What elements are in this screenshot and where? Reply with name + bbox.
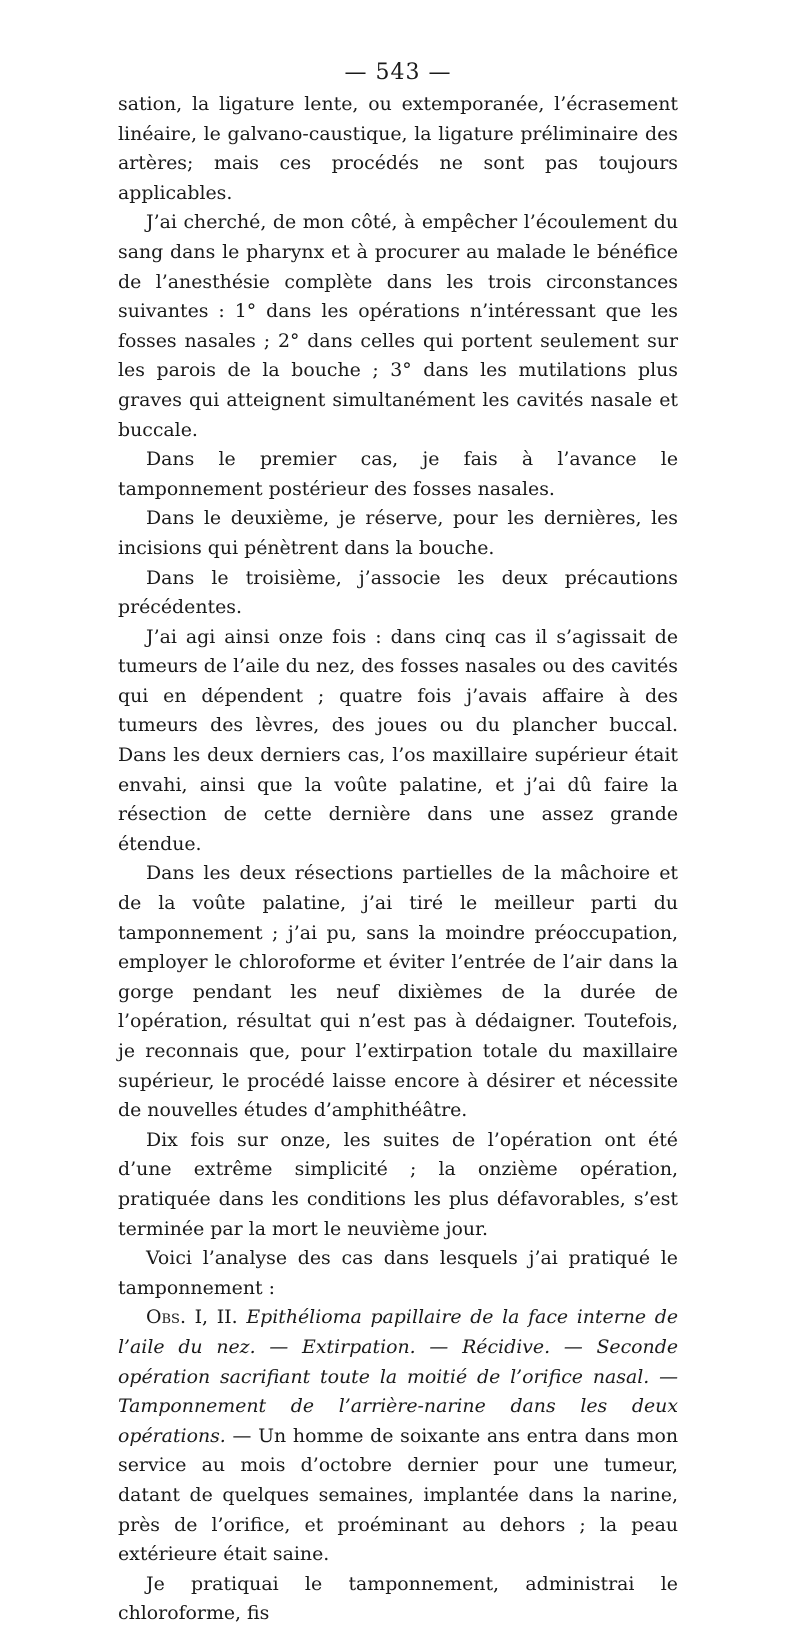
paragraph: Dix fois sur onze, les suites de l’opération ont été d’une extrême simplicité ; la onzième opération, pratiquée dans les conditions les plus défavorables, s’est terminée par la mort le neuvième jour. [118, 1128, 678, 1240]
paragraph: Dans le premier cas, je fais à l’avance le tamponnement postérieur des fosses nasales. [118, 448, 678, 500]
paragraph: J’ai agi ainsi onze fois : dans cinq cas il s’agissait de tumeurs de l’aile du nez, des fosses nasales ou des cavités qui en dépendent ; quatre fois j’avais affaire à des tumeurs des lèvres, des joues ou du plancher buccal. Dans les deux derniers cas, l’os maxillaire supérieur était envahi, ainsi que la voûte palatine, et j’ai dû faire la résection de cette dernière dans une assez grande étendue. [118, 625, 678, 855]
page-number: — 543 — [344, 60, 452, 85]
observation-title: Epithélioma papillaire de la face interne de l’aile du nez. — Extirpation. — Récidive. — Seconde opération sacrifiant toute la moitié de l’orifice nasal. — Tamponnement de l’arrière-narine dans les deux opérations. [118, 1306, 679, 1447]
observation-label: Obs. I, II. [146, 1306, 238, 1329]
paragraph-continuation: sation, la ligature lente, ou extemporanée, l’écrasement linéaire, le galvano-caustique, la ligature préliminaire des artères; mais ces procédés ne sont pas toujours applicables. [118, 93, 678, 204]
paragraph: Dans le deuxième, je réserve, pour les dernières, les incisions qui pénètrent dans la bouche. [118, 507, 678, 559]
paragraph: Voici l’analyse des cas dans lesquels j’ai pratiqué le tamponnement : [118, 1247, 678, 1299]
paragraph: J’ai cherché, de mon côté, à empêcher l’écoulement du sang dans le pharynx et à procurer au malade le bénéfice de l’anesthésie complète dans les trois circonstances suivantes : 1° dans les opérations n’intéressant que les fosses nasales ; 2° dans celles qui portent seulement sur les parois de la bouche ; 3° dans les mutilations plus graves qui atteignent simultanément les cavités nasale et buccale. [118, 211, 678, 441]
page-body [118, 90, 678, 1629]
observation-text: — Un homme de soixante ans entra dans mon service au mois d’octobre dernier pour une tumeur, datant de quelques semaines, implantée dans la narine, près de l’orifice, et proéminant au dehors ; la peau extérieure était saine. [118, 1424, 678, 1566]
paragraph: Dans les deux résections partielles de la mâchoire et de la voûte palatine, j’ai tiré le meilleur parti du tamponnement ; j’ai pu, sans la moindre préoccupation, employer le chloroforme et éviter l’entrée de l’air dans la gorge pendant les neuf dixièmes de la durée de l’opération, résultat qui n’est pas à dédaigner. Toutefois, je reconnais que, pour l’extirpation totale du maxillaire supérieur, le procédé laisse encore à désirer et nécessite de nouvelles études d’amphithéâtre. [118, 862, 678, 1122]
book-page [118, 58, 678, 1629]
paragraph: Dans le troisième, j’associe les deux précautions précédentes. [118, 566, 678, 619]
paragraph: Je pratiquai le tamponnement, administrai le chloroforme, fis [118, 1572, 678, 1625]
observation-paragraph [118, 1303, 678, 1569]
